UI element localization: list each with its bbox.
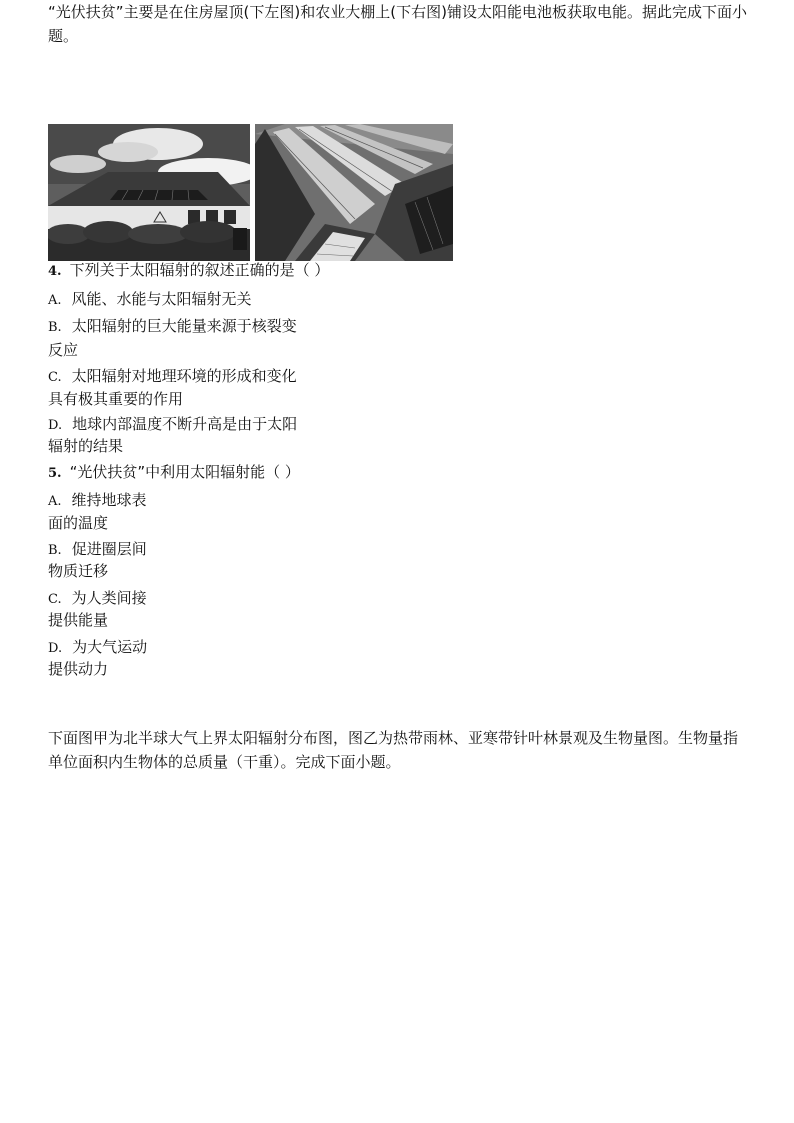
house-rooftop-solar-photo <box>48 124 250 261</box>
question-4-number: 4. <box>48 264 62 279</box>
option-label: A. <box>48 494 62 509</box>
option-text: 风能、水能与太阳辐射无关 <box>71 290 252 308</box>
q4-option-b-continued: 反应 <box>48 341 79 359</box>
question-4-text: 下列关于太阳辐射的叙述正确的是（ ） <box>69 261 330 279</box>
option-label: C. <box>48 592 62 607</box>
intro-paragraph-2: 下面图甲为北半球大气上界太阳辐射分布图，图乙为热带雨林、亚寒带针叶林景观及生物量图。生物量指单位面积内生物体的总质量（干重）。完成下面小题。 <box>48 729 739 771</box>
option-text: 为人类间接 <box>71 589 147 607</box>
option-text: 太阳辐射的巨大能量来源于核裂变 <box>71 317 297 335</box>
q5-option-c-continued: 提供能量 <box>48 611 109 629</box>
q5-option-b[interactable] <box>48 538 147 562</box>
q4-option-b[interactable] <box>48 315 297 339</box>
q5-option-d-continued: 提供动力 <box>48 660 109 678</box>
option-text: 太阳辐射对地理环境的形成和变化 <box>71 367 297 385</box>
option-text: 为大气运动 <box>72 638 148 656</box>
photo-group <box>48 124 453 261</box>
option-text: 促进圈层间 <box>71 540 147 558</box>
option-label: B. <box>48 543 62 558</box>
q4-option-a[interactable] <box>48 288 252 312</box>
q4-option-c[interactable] <box>48 365 297 389</box>
q5-option-a[interactable] <box>48 489 147 513</box>
option-label: D. <box>48 641 63 656</box>
option-text: 地球内部温度不断升高是由于太阳 <box>72 415 298 433</box>
q5-option-d[interactable] <box>48 636 147 660</box>
q5-option-c[interactable] <box>48 587 147 611</box>
option-label: A. <box>48 293 62 308</box>
question-5-text: “光伏扶贫”中利用太阳辐射能（ ） <box>69 463 300 481</box>
intro-paragraph-1: “光伏扶贫”主要是在住房屋顶(下左图)和农业大棚上(下右图)铺设太阳能电池板获取电能。据此完成下面小题。 <box>48 3 747 45</box>
q4-option-d[interactable] <box>48 413 297 437</box>
question-5-number: 5. <box>48 466 62 481</box>
option-label: D. <box>48 418 63 433</box>
q5-option-a-continued: 面的温度 <box>48 514 109 532</box>
option-label: C. <box>48 370 62 385</box>
q4-option-c-continued: 具有极其重要的作用 <box>48 390 184 408</box>
option-label: B. <box>48 320 62 335</box>
greenhouse-solar-photo <box>255 124 453 261</box>
question-5-stem <box>48 461 300 485</box>
option-text: 维持地球表 <box>71 491 147 509</box>
q4-option-d-continued: 辐射的结果 <box>48 437 124 455</box>
q5-option-b-continued: 物质迁移 <box>48 562 109 580</box>
question-4-stem <box>48 259 329 283</box>
